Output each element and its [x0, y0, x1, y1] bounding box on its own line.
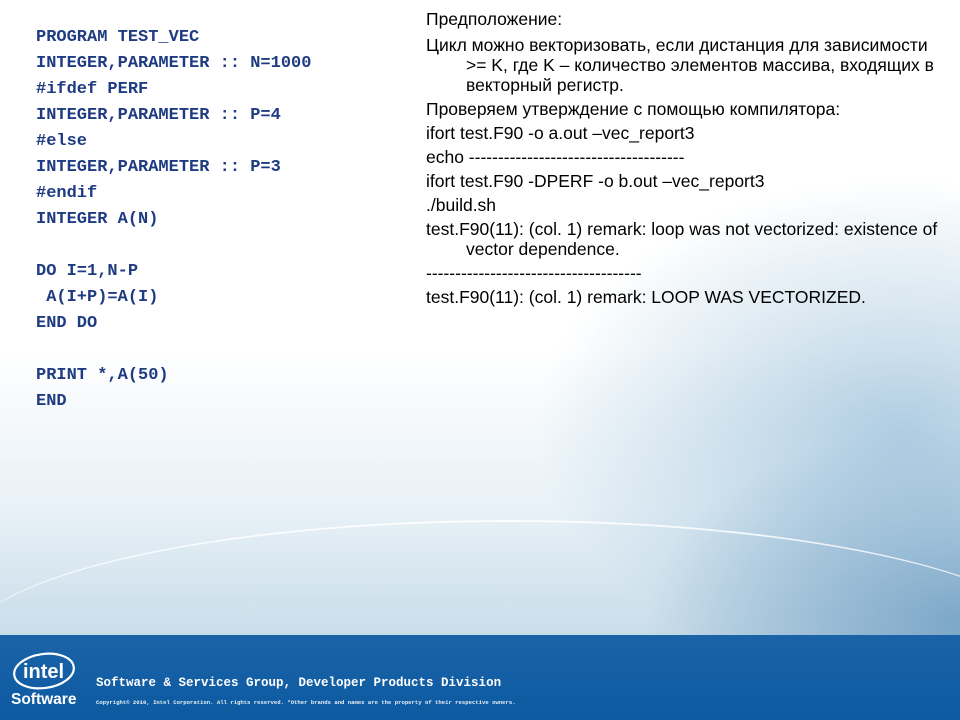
code-line: INTEGER,PARAMETER :: N=1000 — [36, 54, 312, 73]
explanation-text — [426, 9, 946, 311]
notes-separator: ------------------------------------- — [426, 263, 642, 283]
logo-word: intel — [23, 661, 65, 683]
code-line — [36, 236, 376, 256]
code-listing — [36, 28, 376, 418]
code-line: DO I=1,N-P — [36, 262, 139, 281]
notes-echo: echo ------------------------------------- — [426, 147, 685, 167]
division-title: Software & Services Group, Developer Products Division — [96, 676, 502, 690]
code-line: #ifdef PERF — [36, 80, 149, 99]
code-line: END — [36, 392, 67, 411]
notes-result-1: test.F90(11): (col. 1) remark: loop was not vectorized: existence of vector dependence. — [426, 219, 938, 259]
notes-assumption: Цикл можно векторизовать, если дистанция для зависимости >= K, где K – количество элементов массива, входящих в векторный регистр. — [426, 35, 934, 95]
intel-software-logo — [10, 647, 82, 713]
logo-sub: Software — [11, 691, 77, 708]
code-line: END DO — [36, 314, 98, 333]
footer-bar — [0, 635, 960, 720]
code-line — [36, 340, 376, 360]
code-line: #endif — [36, 184, 98, 203]
copyright-notice: Copyright© 2010, Intel Corporation. All rights reserved. *Other brands and names are the property of their respective owners. — [96, 699, 516, 706]
code-line: INTEGER,PARAMETER :: P=3 — [36, 158, 281, 177]
notes-check: Проверяем утверждение с помощью компилятора: — [426, 99, 841, 119]
code-line: PROGRAM TEST_VEC — [36, 28, 200, 47]
code-line: #else — [36, 132, 88, 151]
code-line: INTEGER A(N) — [36, 210, 159, 229]
notes-result-2: test.F90(11): (col. 1) remark: LOOP WAS VECTORIZED. — [426, 287, 866, 307]
notes-command-1: ifort test.F90 -o a.out –vec_report3 — [426, 123, 695, 143]
notes-heading: Предположение: — [426, 9, 563, 29]
notes-command-2: ifort test.F90 -DPERF -o b.out –vec_report3 — [426, 171, 765, 191]
decorative-arc — [0, 520, 960, 635]
code-line: PRINT *,A(50) — [36, 366, 169, 385]
code-line: A(I+P)=A(I) — [36, 288, 159, 307]
notes-build: ./build.sh — [426, 195, 497, 215]
code-line: INTEGER,PARAMETER :: P=4 — [36, 106, 281, 125]
